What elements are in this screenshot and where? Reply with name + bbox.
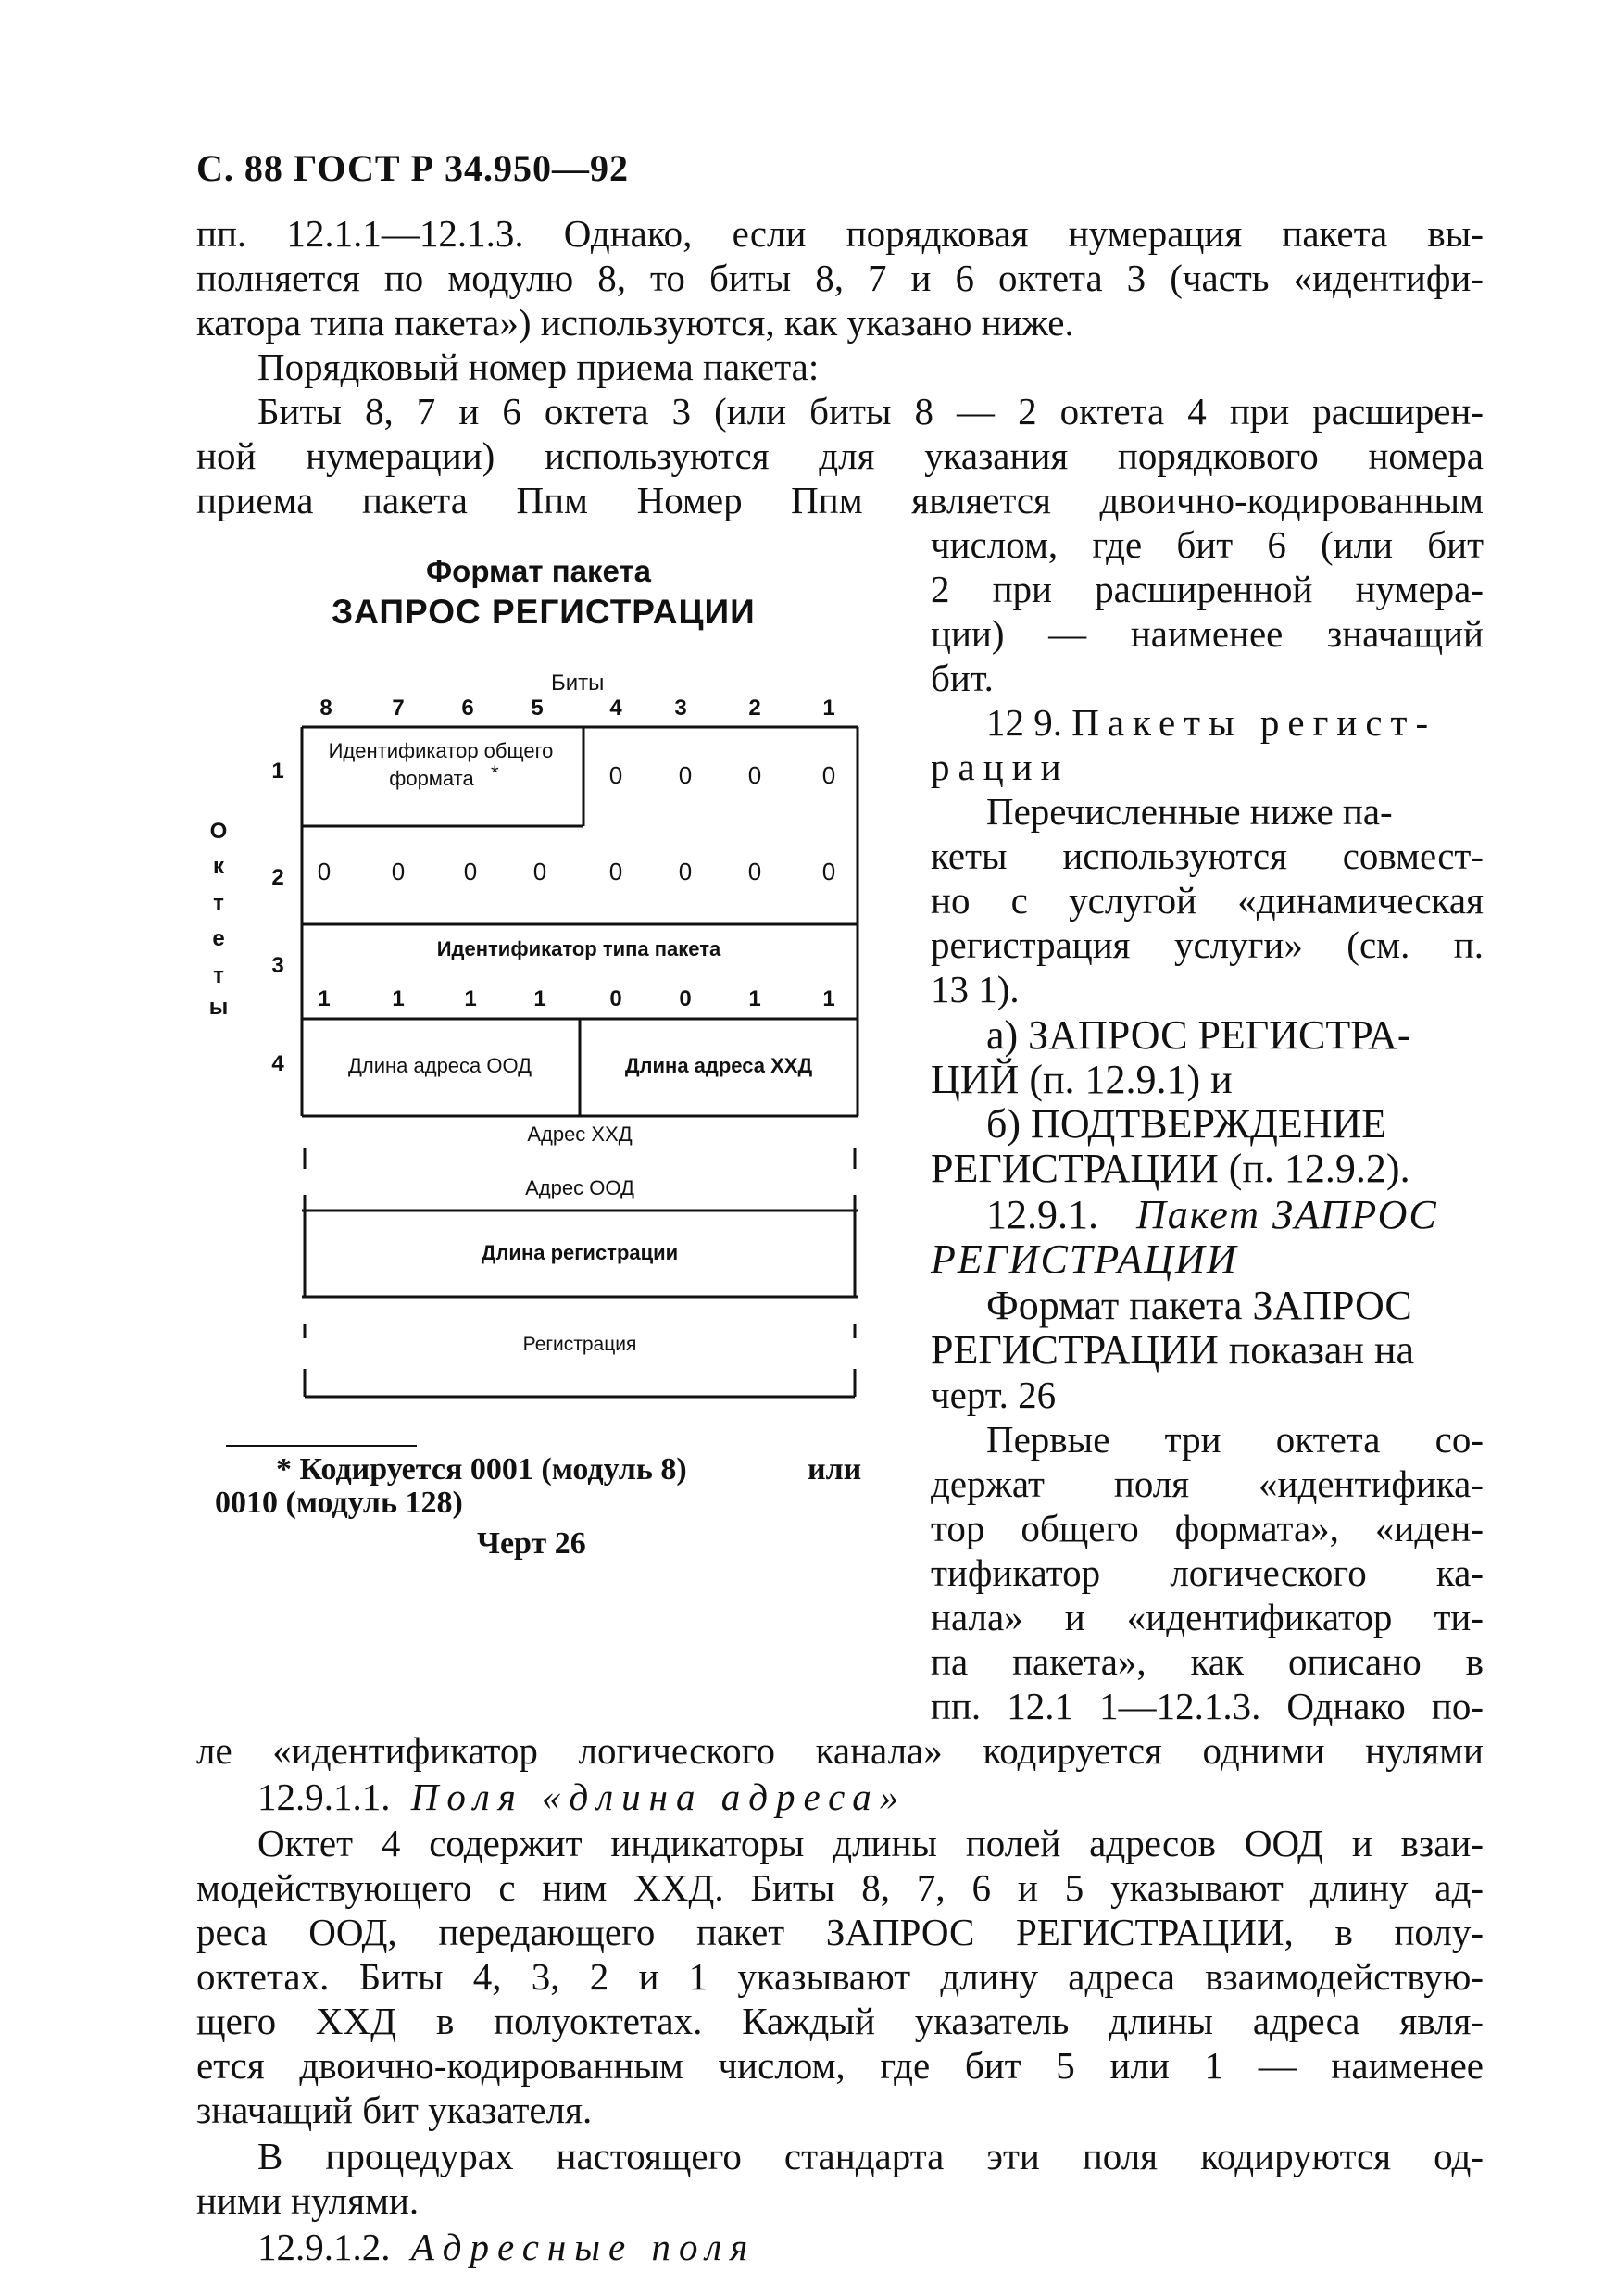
gfi-star: * <box>491 761 499 784</box>
right-line-3: ции) — наименее значащий <box>931 612 1484 655</box>
s1291-body-5: держат поля «идентифика- <box>931 1462 1484 1505</box>
octet-2-bit-4: 0 <box>608 858 623 885</box>
bits-label: Биты <box>551 671 605 696</box>
diagram-title: Формат пакета <box>426 554 651 588</box>
page-header: С. 88 ГОСТ Р 34.950—92 <box>196 147 629 189</box>
octets-letter-2: к <box>212 854 225 879</box>
octet-3-bit-8: 1 <box>318 986 331 1011</box>
octets-label <box>209 819 229 1020</box>
closing-line-1: В процедурах настоящего стандарта эти поля кодируются од- <box>257 2135 1484 2177</box>
section-12-9-1-1-heading <box>257 1775 907 1819</box>
section-12-9-1-1-number: 12.9.1.1. <box>257 1775 391 1818</box>
registration-label: Регистрация <box>522 1334 637 1355</box>
footnote-line-1-end: или <box>808 1452 862 1487</box>
octet-numbers <box>271 759 284 1076</box>
gfi-label-line-1: Идентификатор общего <box>328 739 554 762</box>
s1291-body-7: тификатор логического ка- <box>931 1551 1484 1594</box>
octet-3-bit-6: 1 <box>464 986 477 1011</box>
s1291-body-3: черт. 26 <box>931 1374 1057 1416</box>
gfi-label-line-2: формата <box>389 767 474 790</box>
bit-number-1: 1 <box>822 696 835 721</box>
intro-line-3: катора типа пакета») используются, как указано ниже. <box>196 301 1074 344</box>
section-12-9-1-2-number: 12.9.1.2. <box>257 2226 391 2268</box>
octets-letter-5: т <box>213 963 224 988</box>
octet-3-bit-7: 1 <box>392 986 405 1011</box>
bit-number-3: 3 <box>674 696 687 721</box>
intro-line-2: полняется по модулю 8, то биты 8, 7 и 6 октета 3 (часть «идентифи- <box>196 257 1484 299</box>
footnote-rule <box>226 1445 417 1447</box>
section-12-9-1-heading <box>986 1193 1484 1237</box>
bit-numbers <box>319 696 834 721</box>
packet-format-diagram <box>185 648 908 1408</box>
octet-2-bit-5: 0 <box>532 858 547 885</box>
section-12-9-1-title-a: Пакет ЗАПРОС <box>1136 1192 1438 1237</box>
octets-letter-1: О <box>209 819 228 844</box>
dte-address-label: Адрес ООД <box>525 1176 634 1199</box>
s129-body-2: кеты используются совмест- <box>931 834 1484 877</box>
s12911-body-1: Октет 4 содержит индикаторы длины полей адресов ООД и взаи- <box>257 1822 1484 1864</box>
octet-2-bit-8: 0 <box>317 858 332 885</box>
footnote-line-2: 0010 (модуль 128) <box>215 1486 463 1520</box>
list-item-a2: ЦИЙ (п. 12.9.1) и <box>931 1057 1233 1102</box>
s1291-body-2: РЕГИСТРАЦИИ показан на <box>931 1327 1415 1373</box>
right-line-4: бит. <box>931 657 994 699</box>
s12911-body-3: реса ООД, передающего пакет ЗАПРОС РЕГИСТРАЦИИ, в полу- <box>196 1911 1484 1953</box>
footnote-line-1: * Кодируется 0001 (модуль 8) <box>276 1452 687 1487</box>
figure-caption: Черт 26 <box>477 1526 586 1561</box>
octet-1-bit-2: 0 <box>747 761 762 789</box>
registration-length-label: Длина регистрации <box>481 1241 679 1264</box>
bit-number-6: 6 <box>461 696 474 721</box>
closing-line-2: ними нулями. <box>196 2179 420 2222</box>
list-item-b1: б) ПОДТВЕРЖДЕНИЕ <box>986 1101 1387 1147</box>
s129-body-4: регистрация услуги» (см. п. <box>931 923 1484 966</box>
octet-2-bit-7: 0 <box>391 858 406 885</box>
octets-letter-6: ы <box>208 995 229 1020</box>
s1291-body-4: Первые три октета со- <box>986 1418 1484 1461</box>
s12911-body-4: октетах. Биты 4, 3, 2 и 1 указывают длину адреса взаимодействую- <box>196 1955 1484 1998</box>
section-12-9-1-1-title: Поля «длина адреса» <box>410 1775 908 1818</box>
intro-line-7: приема пакета Ппм Номер Ппм является двоично-кодированным <box>196 479 1484 521</box>
s1291-body-10: пп. 12.1 1—12.1.3. Однако по- <box>931 1685 1484 1727</box>
octet-1-bit-1: 0 <box>821 761 836 789</box>
octets-letter-3: т <box>213 891 224 916</box>
right-line-1: числом, где бит 6 (или бит <box>931 523 1484 566</box>
s129-body-1: Перечисленные ниже па- <box>986 790 1393 833</box>
pti-label: Идентификатор типа пакета <box>436 937 721 960</box>
section-12-9-number: 12 9. <box>986 701 1062 744</box>
section-12-9-title-b: рации <box>931 746 1070 788</box>
intro-line-4: Порядковый номер приема пакета: <box>257 345 820 388</box>
octet-number-4: 4 <box>271 1051 284 1076</box>
section-12-9-1-2-title: Адресные поля <box>410 2226 757 2268</box>
bit-number-5: 5 <box>531 696 544 721</box>
octet-3-bit-2: 1 <box>748 986 761 1011</box>
octet-1-bit-4: 0 <box>608 761 623 789</box>
dce-address-label: Адрес ХХД <box>527 1123 633 1146</box>
bit-number-4: 4 <box>609 696 622 721</box>
s12911-body-7: значащий бит указателя. <box>196 2089 593 2131</box>
s12911-body-6: ется двоично-кодированным числом, где бит 5 или 1 — наименее <box>196 2044 1484 2087</box>
s129-body-3: но с услугой «динамическая <box>931 879 1484 922</box>
s12911-body-5: щего ХХД в полуоктетах. Каждый указатель длины адреса явля- <box>196 2000 1484 2042</box>
octet-2-bit-6: 0 <box>463 858 478 885</box>
octet-1-bit-3: 0 <box>678 761 693 789</box>
s129-body-5: 13 1). <box>931 968 1020 1010</box>
s1291-body-1: Формат пакета ЗАПРОС <box>986 1283 1412 1328</box>
octet-2-bit-1: 0 <box>821 858 836 885</box>
octet-3-bit-4: 0 <box>609 986 622 1011</box>
bit-number-2: 2 <box>748 696 761 721</box>
octet-2-bit-2: 0 <box>747 858 762 885</box>
octet-number-3: 3 <box>271 953 284 978</box>
diagram-subtitle: ЗАПРОС РЕГИСТРАЦИИ <box>332 593 756 631</box>
right-line-2: 2 при расширенной нумера- <box>931 568 1484 610</box>
section-12-9-1-number: 12.9.1. <box>986 1192 1098 1237</box>
section-12-9-title-a: Пакеты регист- <box>1071 701 1437 744</box>
s1291-body-9: па пакета», как описано в <box>931 1640 1484 1683</box>
octet-3-bit-5: 1 <box>533 986 546 1011</box>
intro-line-1: пп. 12.1.1—12.1.3. Однако, если порядковая нумерация пакета вы- <box>196 212 1484 255</box>
section-12-9-1-2-heading <box>257 2225 756 2269</box>
list-item-a1: а) ЗАПРОС РЕГИСТРА- <box>986 1012 1411 1058</box>
dte-length-label: Длина адреса ООД <box>347 1054 532 1077</box>
section-12-9-heading <box>986 700 1436 745</box>
octet-2-bit-3: 0 <box>678 858 693 885</box>
bit-number-8: 8 <box>319 696 332 721</box>
after-diagram-line: ле «идентификатор логического канала» кодируется одними нулями <box>196 1729 1484 1772</box>
dce-length-label: Длина адреса ХХД <box>624 1054 813 1077</box>
section-12-9-1-title-b: РЕГИСТРАЦИИ <box>931 1236 1238 1282</box>
octet-2-bits <box>318 858 835 885</box>
s1291-body-8: нала» и «идентификатор ти- <box>931 1596 1484 1638</box>
octet-number-1: 1 <box>271 759 284 784</box>
octets-letter-4: е <box>212 926 225 951</box>
bit-number-7: 7 <box>392 696 405 721</box>
s1291-body-6: тор общего формата», «иден- <box>931 1507 1484 1549</box>
octet-number-2: 2 <box>271 865 284 890</box>
octet-1-bits <box>609 761 835 789</box>
intro-line-6: ной нумерации) используются для указания порядкового номера <box>196 434 1484 477</box>
list-item-b2: РЕГИСТРАЦИИ (п. 12.9.2). <box>931 1146 1410 1191</box>
intro-line-5: Биты 8, 7 и 6 октета 3 (или биты 8 — 2 октета 4 при расширен- <box>257 390 1484 433</box>
octet-3-bit-3: 0 <box>679 986 692 1011</box>
octet-3-bits <box>318 986 834 1011</box>
s12911-body-2: модействующего с ним ХХД. Биты 8, 7, 6 и 5 указывают длину ад- <box>196 1866 1484 1909</box>
octet-3-bit-1: 1 <box>822 986 835 1011</box>
